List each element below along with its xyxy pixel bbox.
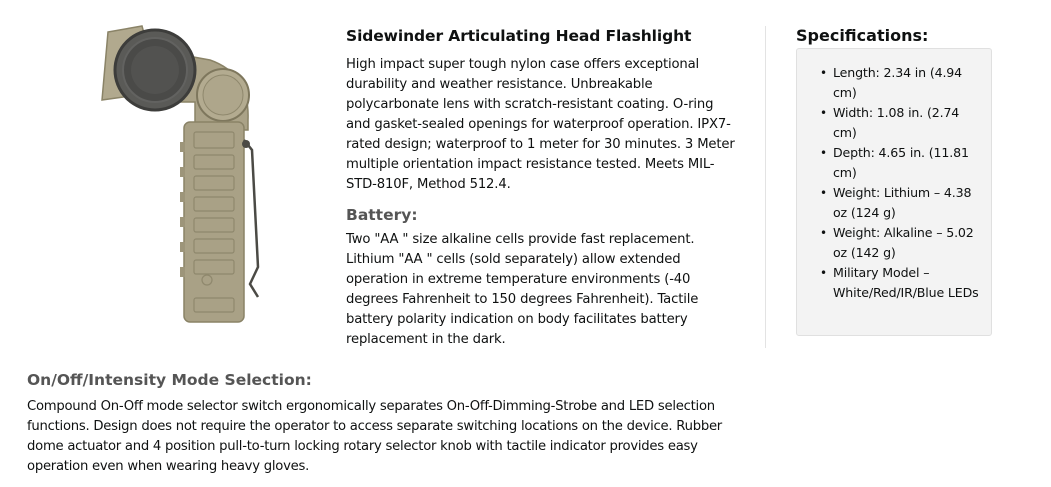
- product-description: High impact super tough nylon case offers exceptional durability and weather resistance. Unbreakable polycarbonate lens with scratch-resistant coating. O-ring and gasket-sealed openings for waterproof operation. IPX7-rated design; waterproof to 1 meter for 30 minutes. 3 Meter multiple orientation impact resistance tested. Meets MIL-STD-810F, Method 512.4.: [346, 57, 735, 192]
- battery-heading: Battery:: [346, 206, 418, 224]
- flashlight-image: [100, 22, 290, 332]
- bullet-icon: •: [820, 226, 827, 240]
- product-title: Sidewinder Articulating Head Flashlight: [346, 27, 692, 45]
- mode-selection-section: [27, 370, 747, 477]
- product-image: [100, 22, 290, 332]
- bullet-icon: •: [820, 106, 827, 120]
- column-divider: [765, 26, 766, 348]
- specifications-box: [796, 48, 992, 336]
- battery-description: Two "AA " size alkaline cells provide fast replacement. Lithium "AA " cells (sold separately) allow extended operation in extreme temperature environments (-40 degrees Fahrenheit to 150 degrees Fahrenheit). Tactile battery polarity indication on body facilitates battery replacement in the dark.: [346, 232, 699, 347]
- bullet-icon: •: [820, 146, 827, 160]
- description-column: [346, 26, 736, 350]
- bullet-icon: •: [820, 266, 827, 280]
- specifications-panel: [796, 26, 996, 336]
- bullet-icon: •: [820, 66, 827, 80]
- spec-item-weight-alkaline: • Weight: Alkaline – 5.02 oz (142 g): [820, 225, 974, 260]
- mode-selection-heading: On/Off/Intensity Mode Selection:: [27, 371, 312, 389]
- specifications-list: [820, 63, 985, 303]
- mode-selection-description: Compound On-Off mode selector switch ergonomically separates On-Off-Dimming-Strobe and LED selection functions. Design does not require the operator to access separate switching locations on the device. Rubber dome actuator and 4 position pull-to-turn locking rotary selector knob with tactile indicator provides easy operation even when wearing heavy gloves.: [27, 399, 722, 474]
- spec-item-military-model: • Military Model – White/Red/IR/Blue LEDs: [820, 265, 979, 300]
- spec-item-depth: • Depth: 4.65 in. (11.81 cm): [820, 145, 969, 180]
- spec-item-weight-lithium: • Weight: Lithium – 4.38 oz (124 g): [820, 185, 972, 220]
- spec-item-width: • Width: 1.08 in. (2.74 cm): [820, 105, 960, 140]
- spec-item-length: • Length: 2.34 in (4.94 cm): [820, 65, 963, 100]
- bullet-icon: •: [820, 186, 827, 200]
- specifications-heading: Specifications:: [796, 26, 929, 45]
